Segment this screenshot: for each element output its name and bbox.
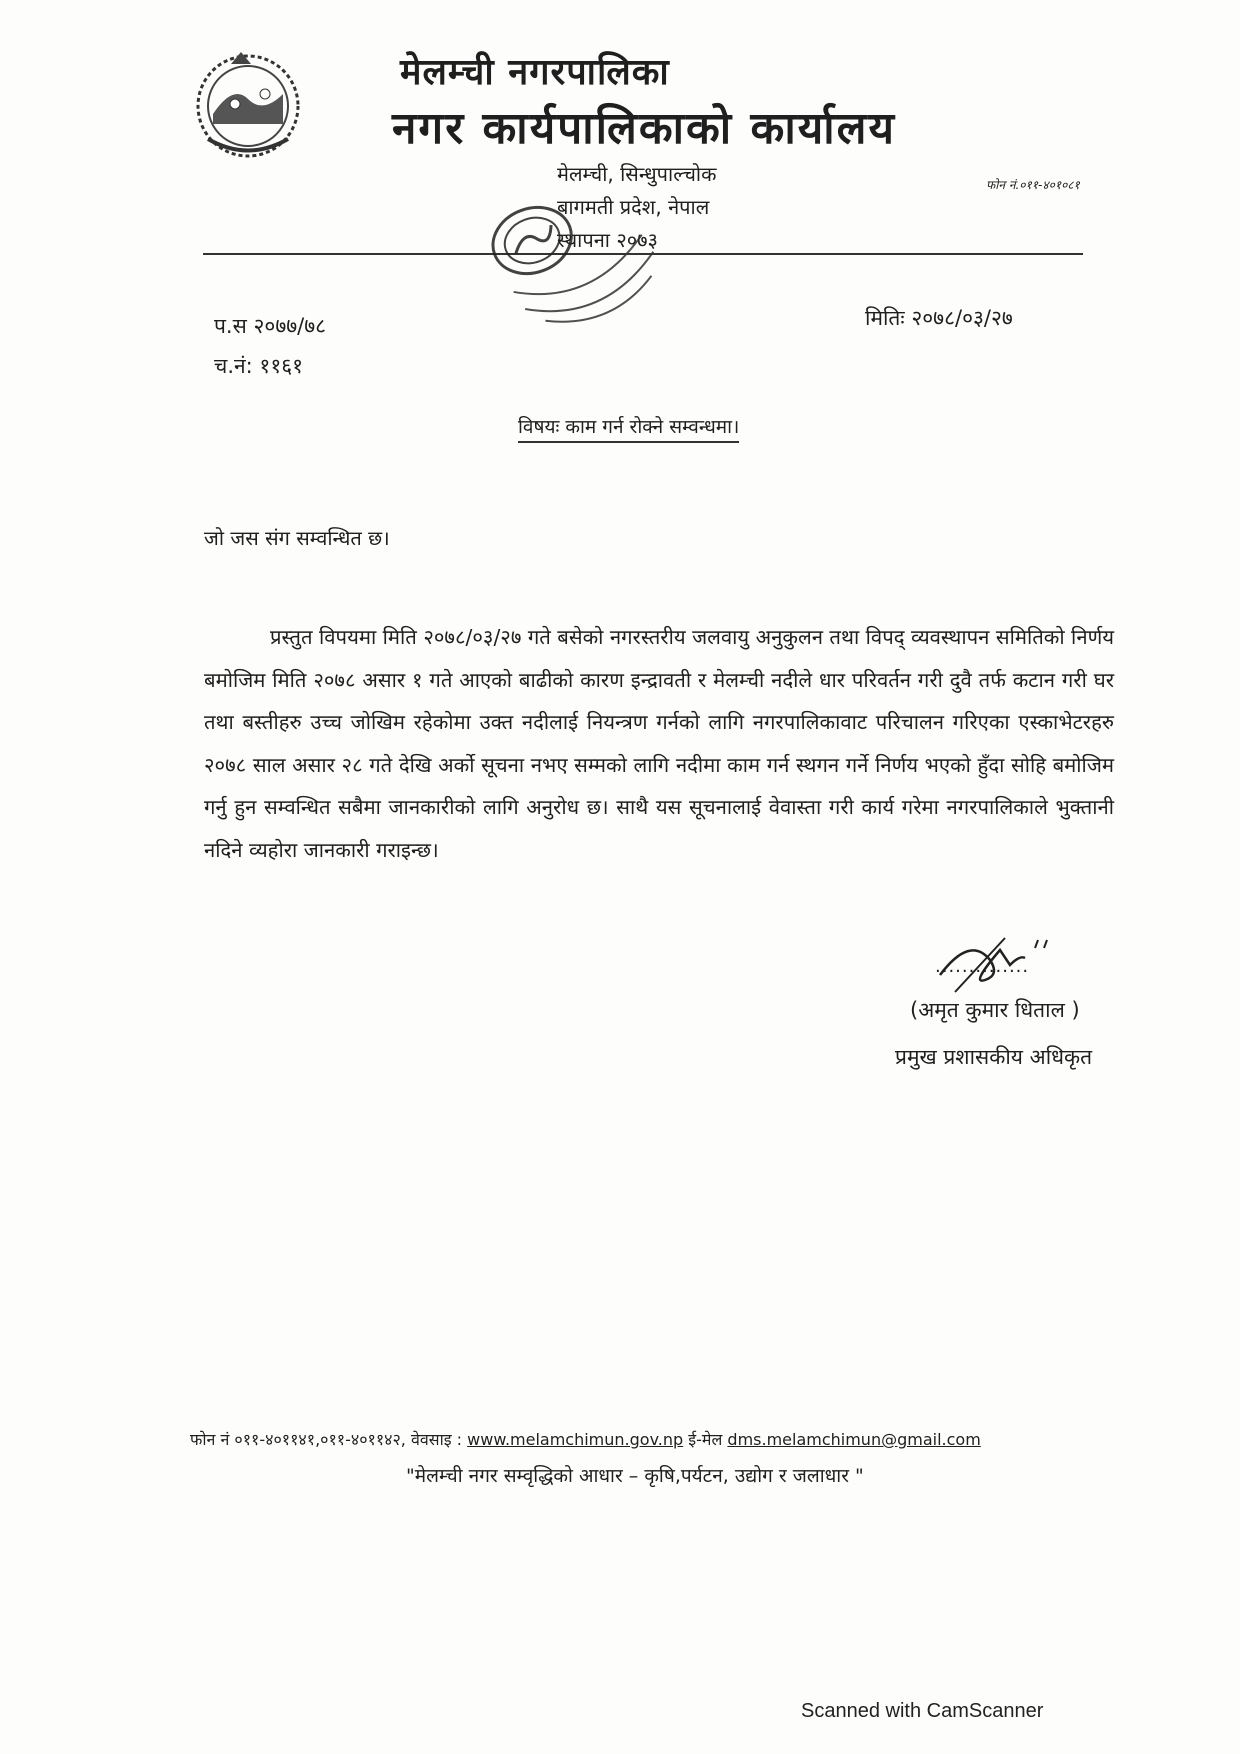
email-label: ई-मेल xyxy=(683,1430,728,1449)
address-line-1: मेलम्ची, सिन्धुपाल्चोक xyxy=(557,162,717,186)
scanner-watermark: Scanned with CamScanner xyxy=(801,1700,1044,1722)
website-link[interactable]: www.melamchimun.gov.np xyxy=(467,1430,684,1449)
address-line-2: बागमती प्रदेश, नेपाल xyxy=(557,195,710,219)
letter-body: प्रस्तुत विपयमा मिति २०७८/०३/२७ गते बसेको नगरस्तरीय जलवायु अनुकुलन तथा विपद् व्यवस्थापन समितिको निर्णय बमोजिम मिति २०७८ असार १ गते आएको बाढीको कारण इन्द्रावती र मेलम्ची नदीले धार परिवर्तन गरी दुवै तर्फ कटान गरी घर तथा बस्तीहरु उच्च जोखिम रहेकोमा उक्त नदीलाई नियन्त्रण गर्नको लागि नगरपालिकावाट परिचालन गरिएका एस्काभेटरहरु २०७८ साल असार २८ गते देखि अर्को सूचना नभए सम्मको लागि नदीमा काम गर्न स्थगन गर्ने निर्णय भएको हुँदा सोहि बमोजिम गर्नु हुन सम्वन्धित सबैमा जानकारीको लागि अनुरोध छ। साथै यस सूचनालाई वेवास्ता गरी कार्य गरेमा नगरपालिकाले भुक्तानी नदिने व्यहोरा जानकारी गराइन्छ। xyxy=(204,625,1114,862)
letter-date: मितिः २०७८/०३/२७ xyxy=(865,306,1013,330)
header-phone: फोन नं.०११-४०१०८१ xyxy=(986,178,1080,192)
salutation: जो जस संग सम्वन्धित छ। xyxy=(204,526,390,550)
footer-contact xyxy=(190,1428,981,1450)
signatory-name: (अमृत कुमार धिताल ) xyxy=(910,998,1080,1022)
address-line-3: स्थापना २०७३ xyxy=(557,228,658,252)
office-seal-icon xyxy=(468,180,678,350)
email-link[interactable]: dms.melamchimun@gmail.com xyxy=(727,1430,981,1449)
letter-subject: विषयः काम गर्न रोक्ने सम्वन्धमा। xyxy=(518,413,739,443)
signature-line: .............. xyxy=(935,956,1030,977)
footer-motto: "मेलम्ची नगर सम्वृद्धिको आधार – कृषि,पर्यटन, उद्योग र जलाधार " xyxy=(406,1465,864,1487)
office-name: नगर कार्यपालिकाको कार्यालय xyxy=(392,103,896,154)
municipality-name: मेलम्ची नगरपालिका xyxy=(400,52,670,93)
reference-number: प.स २०७७/७८ xyxy=(214,314,327,338)
footer-phone: फोन नं ०११-४०११४१,०११-४०११४२, वेवसाइ : xyxy=(190,1430,468,1449)
signatory-title: प्रमुख प्रशासकीय अधिकृत xyxy=(895,1045,1093,1069)
nepal-emblem-icon xyxy=(183,44,313,164)
dispatch-number: च.नं: ११६१ xyxy=(214,354,304,378)
